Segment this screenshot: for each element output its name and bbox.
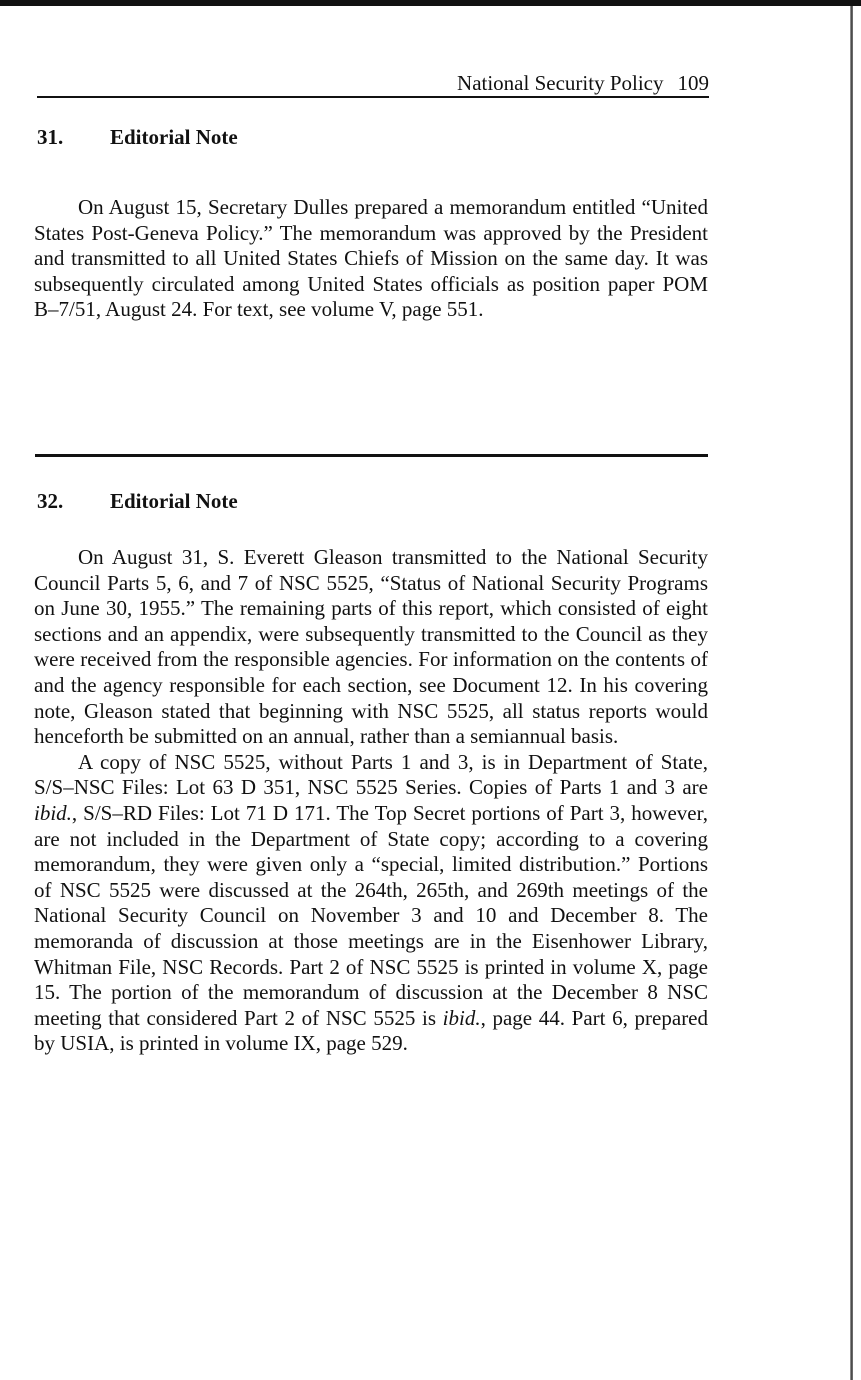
note-31-title: Editorial Note (110, 125, 238, 149)
note-32-paragraph-2-part-a: A copy of NSC 5525, without Parts 1 and 3, is in Department of State, S/S–NSC Files: Lot 63 D 351, NSC 5525 Series. Copies of Parts 1 and 3 are (34, 749, 708, 800)
note-32-title: Editorial Note (110, 489, 238, 513)
note-31-body (34, 195, 708, 323)
section-divider (35, 454, 708, 457)
running-title: National Security Policy (457, 71, 664, 95)
note-32-paragraph-2 (34, 750, 708, 1057)
ibid-citation-1: ibid. (34, 800, 72, 825)
note-32-heading (37, 488, 238, 514)
note-32-paragraph-2-part-c: , page 44. Part 6, prepared by USIA, is printed in volume IX, page 529. (34, 1005, 709, 1056)
page-number: 109 (677, 71, 709, 95)
header-rule (37, 96, 709, 98)
note-32-number: 32. (37, 489, 64, 513)
note-31-paragraph: On August 15, Secretary Dulles prepared a memorandum entitled “United States Post-Geneva Policy.” The memorandum was approved by the President and transmitted to all United States Chiefs of Mission on the same day. It was subsequently circulated among United States officials as position paper POM B–7/51, August 24. For text, see volume V, page 551. (34, 195, 708, 322)
note-31-number: 31. (37, 125, 64, 149)
note-31-heading (37, 124, 238, 150)
ibid-citation-2: ibid. (442, 1005, 481, 1030)
page-top-edge (0, 0, 861, 6)
note-32-body (34, 545, 708, 1057)
note-32-paragraph-1: On August 31, S. Everett Gleason transmitted to the National Security Council Parts 5, 6, and 7 of NSC 5525, “Status of National Security Programs on June 30, 1955.” The remaining parts of this report, which consisted of eight sections and an appendix, were subsequently transmitted to the Council as they were received from the responsible agencies. For information on the contents of and the agency responsible for each section, see Document 12. In his covering note, Gleason stated that beginning with NSC 5525, all status reports would henceforth be submitted on an annual, rather than a semiannual basis. (34, 545, 708, 749)
note-32-paragraph-2-part-b: , S/S–RD Files: Lot 71 D 171. The Top Secret portions of Part 3, however, are not included in the Department of State copy; according to a covering memorandum, they were given only a “special, limited distribution.” Portions of NSC 5525 were discussed at the 264th, 265th, and 269th meetings of the National Security Council on November 3 and 10 and December 8. The memoranda of discussion at those meetings are in the Eisenhower Library, Whitman File, NSC Records. Part 2 of NSC 5525 is printed in volume X, page 15. The portion of the memorandum of discussion at the December 8 NSC meeting that considered Part 2 of NSC 5525 is (34, 800, 708, 1030)
running-header (37, 70, 709, 96)
page-binding-edge (850, 6, 853, 1380)
